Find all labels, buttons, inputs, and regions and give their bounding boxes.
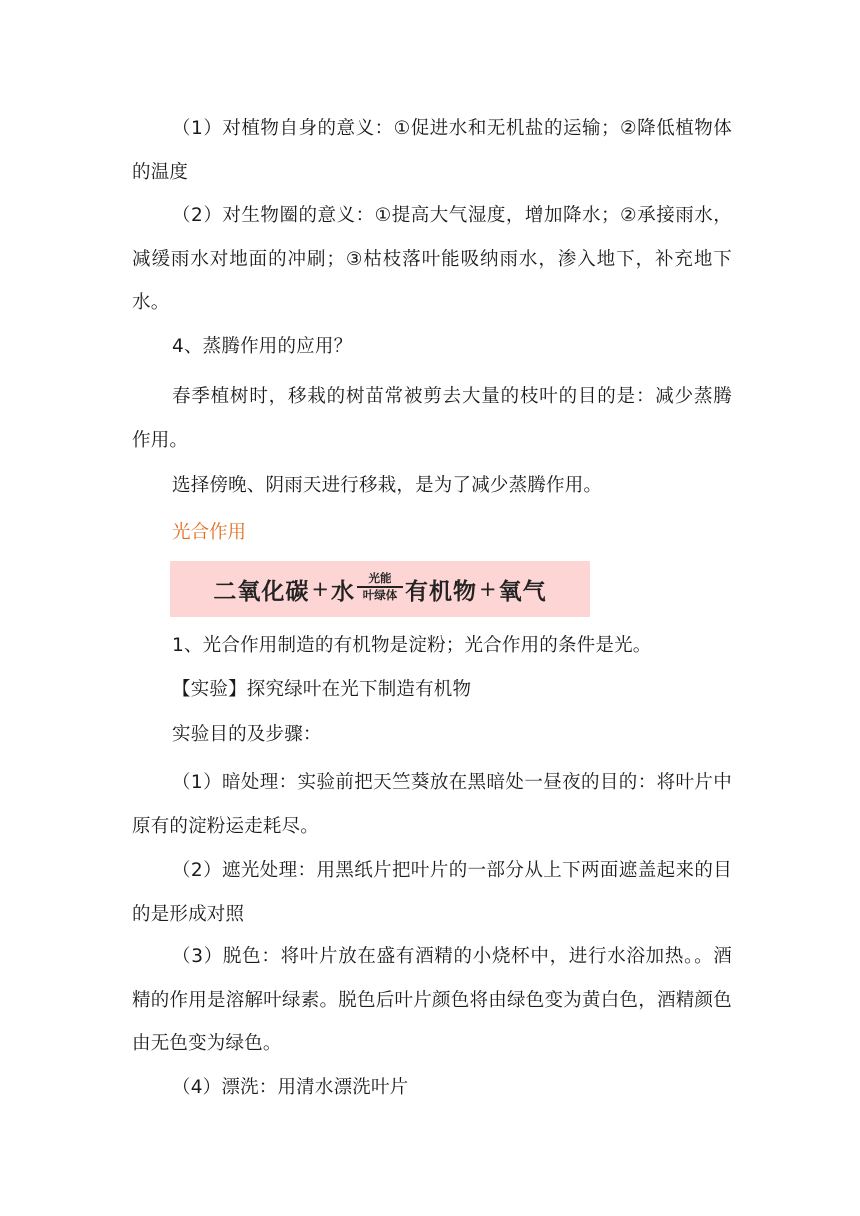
section-heading-photosynthesis: 光合作用 [172,522,247,543]
formula-reactant-co2: 二氧化碳 [213,578,310,605]
paragraph-step-dark-treatment: （1）暗处理：实验前把天竺葵放在黑暗处一昼夜的目的：将叶片中原有的淀粉运走耗尽。 [132,772,732,837]
paragraph-step-rinse: （4）漂洗：用清水漂洗叶片 [172,1077,409,1098]
paragraph-plant-significance: （1）对植物自身的意义：①促进水和无机盐的运输；②降低植物体的温度 [132,118,732,183]
paragraph-transpiration-application-question: 4、蒸腾作用的应用？ [172,336,353,357]
paragraph-photosynthesis-product: 1、光合作用制造的有机物是淀粉；光合作用的条件是光。 [172,635,652,656]
paragraph-experiment-title: 【实验】探究绿叶在光下制造有机物 [172,679,472,700]
formula-plus-sign: + [311,577,329,601]
paragraph-step-decolorize: （3）脱色：将叶片放在盛有酒精的小烧杯中，进行水浴加热。。酒精的作用是溶解叶绿素。脱色后叶片颜色将由绿色变为黄白色，酒精颜色由无色变为绿色。 [132,946,732,1054]
formula-condition-chloroplast: 叶绿体 [362,587,398,602]
paragraph-transplant-timing: 选择傍晚、阴雨天进行移栽，是为了减少蒸腾作用。 [172,475,603,496]
paragraph-spring-planting: 春季植树时，移栽的树苗常被剪去大量的枝叶的目的是：减少蒸腾作用。 [132,386,732,451]
formula-product-oxygen: 氧气 [498,578,547,605]
paragraph-experiment-steps: 实验目的及步骤： [172,724,322,745]
paragraph-biosphere-significance: （2）对生物圈的意义：①提高大气湿度，增加降水；②承接雨水，减缓雨水对地面的冲刷；③枯枝落叶能吸纳雨水，渗入地下，补充地下水。 [132,205,732,313]
formula-condition-light: 光能 [368,571,392,586]
formula-condition-arrow [357,572,403,602]
photosynthesis-formula [170,561,590,617]
paragraph-step-shading: （2）遮光处理：用黑纸片把叶片的一部分从上下两面遮盖起来的目的是形成对照 [132,860,732,925]
formula-reactant-water: 水 [331,578,355,605]
formula-plus-sign: + [479,577,497,601]
formula-product-organic: 有机物 [405,578,477,605]
